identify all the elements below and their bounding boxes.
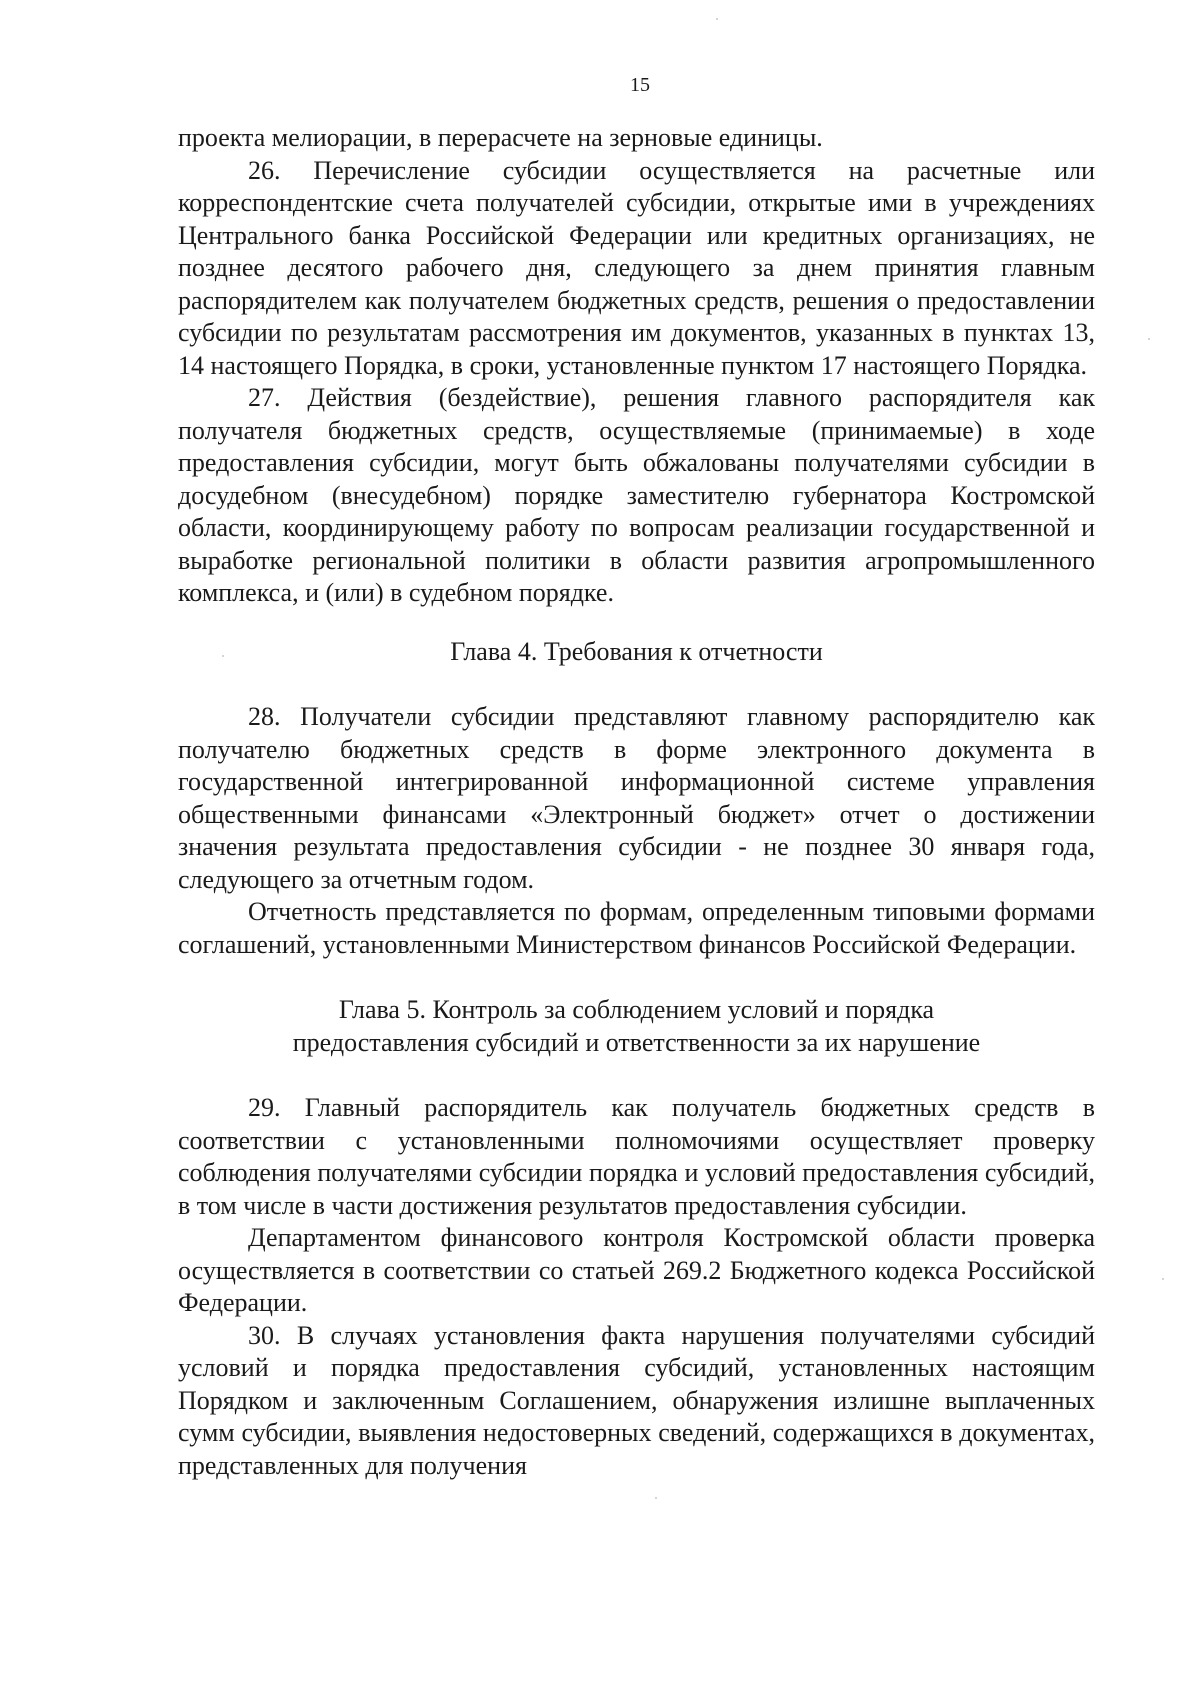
document-body xyxy=(178,122,1095,1482)
scan-speck xyxy=(222,655,224,657)
chapter-4-heading: Глава 4. Требования к отчетности xyxy=(450,636,823,666)
chapter-5-heading-line-2: предоставления субсидий и ответственности за их нарушение xyxy=(292,1027,981,1057)
paragraph-28: 28. Получатели субсидии представляют главному распорядителю как получателю бюджетных средств в форме электронного документа в государственной интегрированной информационной системе управления общественными финансами «Электронный бюджет» отчет о достижении значения результата предоставления субсидии - не позднее 30 января года, следующего за отчетным годом. xyxy=(178,702,1095,894)
paragraph-financial-control: Департаментом финансового контроля Костромской области проверка осуществляется в соответствии со статьей 269.2 Бюджетного кодекса Российской Федерации. xyxy=(178,1223,1095,1317)
scan-speck xyxy=(655,1497,657,1499)
chapter-5-heading-line-1: Глава 5. Контроль за соблюдением условий и порядка xyxy=(338,995,935,1024)
paragraph-continuation: проекта мелиорации, в перерасчете на зерновые единицы. xyxy=(178,123,823,152)
paragraph-reporting-forms: Отчетность представляется по формам, определенным типовыми формами соглашений, установленными Министерством финансов Российской Федерации. xyxy=(178,897,1095,959)
chapter-5-heading xyxy=(178,994,1095,1059)
paragraph-29: 29. Главный распорядитель как получатель бюджетных средств в соответствии с установленными полномочиями осуществляет проверку соблюдения получателями субсидии порядка и условий предоставления субсидий, в том числе в части достижения результатов предоставления субсидии. xyxy=(178,1093,1095,1220)
paragraph-27: 27. Действия (бездействие), решения главного распорядителя как получателя бюджетных средств, осуществляемые (принимаемые) в ходе предоставления субсидии, могут быть обжалованы получателями субсидии в досудебном (внесудебном) порядке заместителю губернатора Костромской области, координирующему работу по вопросам реализации государственной и выработке региональной политики в области развития агропромышленного комплекса, и (или) в судебном порядке. xyxy=(178,383,1095,607)
paragraph-30: 30. В случаях установления факта нарушения получателями субсидий условий и порядка предоставления субсидий, установленных настоящим Порядком и заключенным Соглашением, обнаружения излишне выплаченных сумм субсидии, выявления недостоверных сведений, содержащихся в документах, представленных для получения xyxy=(178,1320,1095,1480)
scan-speck xyxy=(716,18,718,20)
page-number: 15 xyxy=(630,74,650,96)
scan-speck xyxy=(1148,338,1150,340)
paragraph-26: 26. Перечисление субсидии осуществляется на расчетные или корреспондентские счета получателей субсидии, открытые ими в учреждениях Центрального банка Российской Федерации или кредитных организациях, не позднее десятого рабочего дня, следующего за днем принятия главным распорядителем как получателем бюджетных средств, решения о предоставлении субсидии по результатам рассмотрения им документов, указанных в пунктах 13, 14 настоящего Порядка, в сроки, установленные пунктом 17 настоящего Порядка. xyxy=(178,155,1095,380)
scan-speck xyxy=(1162,1278,1164,1280)
